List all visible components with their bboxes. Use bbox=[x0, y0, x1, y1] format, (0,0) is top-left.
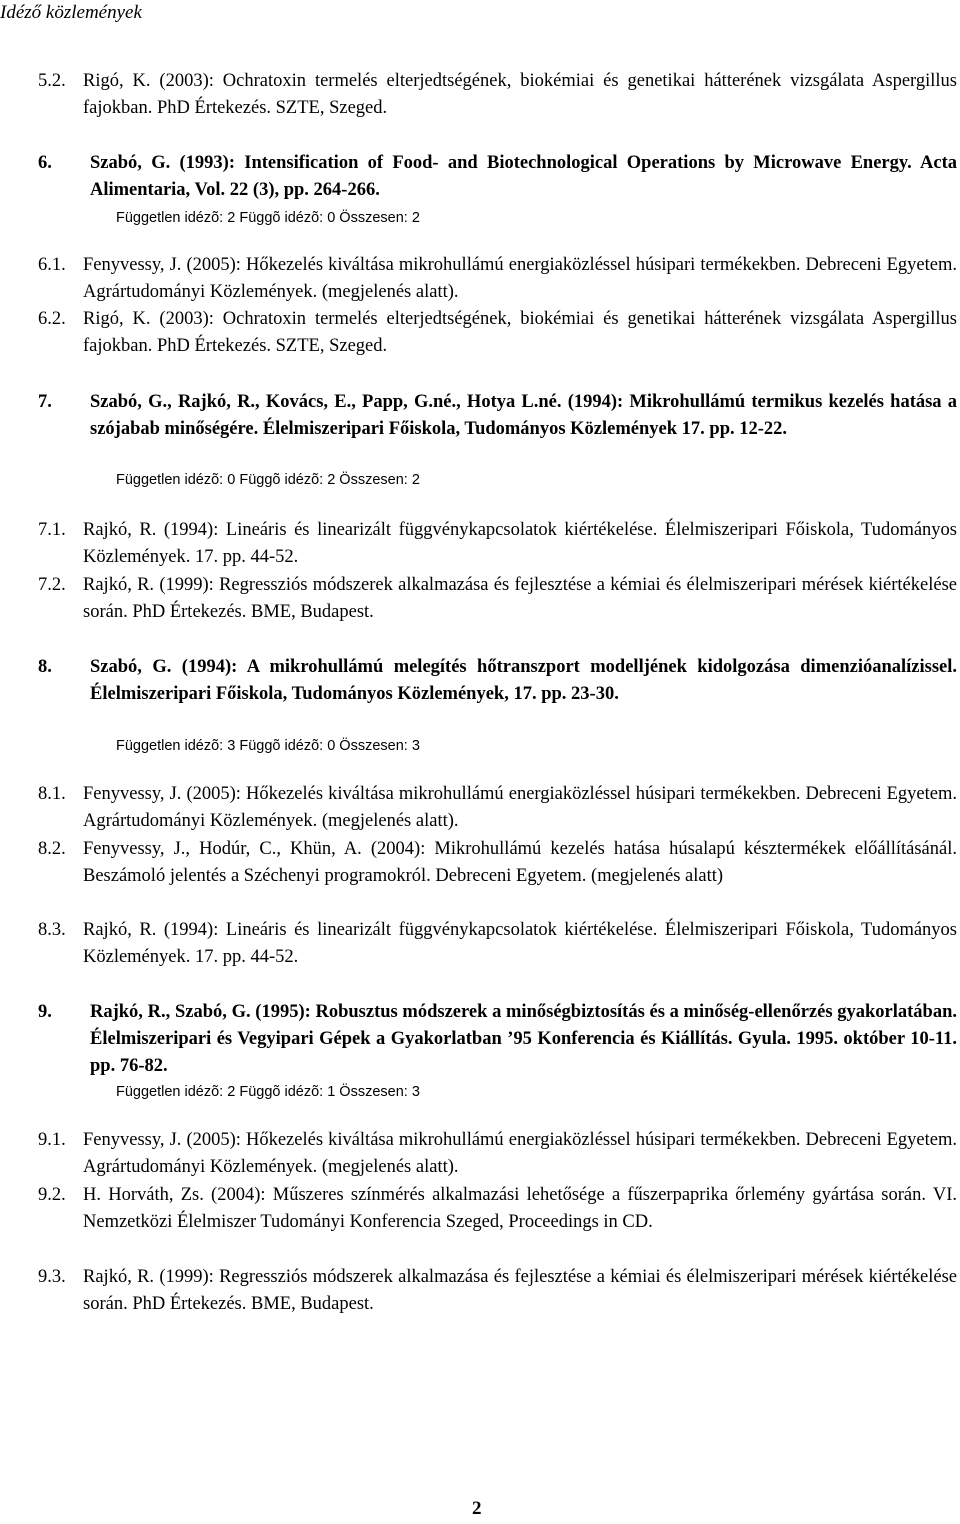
running-header: Idéző közlemények bbox=[0, 2, 142, 23]
entry-text: Fenyvessy, J. (2005): Hőkezelés kiváltása mikrohullámú energiaközléssel húsipari termékekben. Debreceni Egyetem. Agrártudományi Közlemények. (megjelenés alatt). bbox=[83, 784, 957, 831]
entry-number: 8.1. bbox=[38, 784, 66, 804]
entry-number: 9.1. bbox=[38, 1130, 66, 1150]
publication-entry bbox=[38, 999, 957, 1080]
entry-number: 7. bbox=[38, 392, 52, 412]
entry-number: 6. bbox=[38, 153, 52, 173]
entry-number: 9. bbox=[38, 1002, 52, 1022]
entry-number: 9.3. bbox=[38, 1267, 66, 1287]
entry-text: Rajkó, R. (1999): Regressziós módszerek alkalmazása és fejlesztése a kémiai és élelmiszeripari mérések kiértékelése során. PhD Értekezés. BME, Budapest. bbox=[83, 1267, 957, 1314]
entry-number: 6.1. bbox=[38, 255, 66, 275]
citation-entry bbox=[38, 306, 957, 360]
publication-entry bbox=[38, 389, 957, 443]
entry-text: H. Horváth, Zs. (2004): Műszeres színmérés alkalmazási lehetősége a fűszerpaprika őrlemény gyártása során. VI. Nemzetközi Élelmiszer Tudományi Konferencia Szeged, Proceedings in CD. bbox=[83, 1185, 957, 1232]
entry-number: 6.2. bbox=[38, 309, 66, 329]
citation-entry bbox=[38, 517, 957, 571]
citation-entry bbox=[38, 572, 957, 626]
citation-entry bbox=[38, 68, 957, 122]
entry-text: Fenyvessy, J. (2005): Hőkezelés kiváltása mikrohullámú energiaközléssel húsipari termékekben. Debreceni Egyetem. Agrártudományi Közlemények. (megjelenés alatt). bbox=[83, 1130, 957, 1177]
entry-text: Rigó, K. (2003): Ochratoxin termelés elterjedtségének, biokémiai és genetikai hátterének vizsgálata Aspergillus fajokban. PhD Értekezés. SZTE, Szeged. bbox=[83, 309, 957, 356]
citation-entry bbox=[38, 781, 957, 835]
publication-entry bbox=[38, 654, 957, 708]
citation-entry bbox=[38, 252, 957, 306]
entry-text: Rigó, K. (2003): Ochratoxin termelés elterjedtségének, biokémiai és genetikai hátterének vizsgálata Aspergillus fajokban. PhD Értekezés. SZTE, Szeged. bbox=[83, 71, 957, 118]
citation-stats: Független idézõ: 3 Függõ idézõ: 0 Összesen: 3 bbox=[116, 738, 420, 754]
citation-stats: Független idézõ: 0 Függõ idézõ: 2 Összesen: 2 bbox=[116, 472, 420, 488]
citation-entry bbox=[38, 1264, 957, 1318]
entry-text: Szabó, G. (1993): Intensification of Food- and Biotechnological Operations by Microwave Energy. Acta Alimentaria, Vol. 22 (3), pp. 264-266. bbox=[90, 153, 957, 200]
entry-number: 5.2. bbox=[38, 71, 66, 91]
entry-number: 8.2. bbox=[38, 839, 66, 859]
entry-text: Rajkó, R., Szabó, G. (1995): Robusztus módszerek a minőségbiztosítás és a minőség-ellenőrzés gyakorlatában. Élelmiszeripari és Vegyipari Gépek a Gyakorlatban ’95 Konferencia és Kiállítás. Gyula. 1995. október 10-11. pp. 76-82. bbox=[90, 1002, 957, 1076]
page-number: 2 bbox=[472, 1498, 482, 1519]
entry-text: Rajkó, R. (1994): Lineáris és linearizált függvénykapcsolatok kiértékelése. Élelmiszeripari Főiskola, Tudományos Közlemények. 17. pp. 44-52. bbox=[83, 920, 957, 967]
citation-entry bbox=[38, 1127, 957, 1181]
citation-entry bbox=[38, 836, 957, 890]
entry-text: Fenyvessy, J. (2005): Hőkezelés kiváltása mikrohullámú energiaközléssel húsipari termékekben. Debreceni Egyetem. Agrártudományi Közlemények. (megjelenés alatt). bbox=[83, 255, 957, 302]
entry-text: Fenyvessy, J., Hodúr, C., Khün, A. (2004): Mikrohullámú kezelés hatása húsalapú késztermékek előállításánál. Beszámoló jelentés a Széchenyi programokról. Debreceni Egyetem. (megjelenés alatt) bbox=[83, 839, 957, 886]
citation-stats: Független idézõ: 2 Függõ idézõ: 1 Összesen: 3 bbox=[116, 1084, 420, 1100]
citation-entry bbox=[38, 917, 957, 971]
entry-number: 7.1. bbox=[38, 520, 66, 540]
entry-text: Rajkó, R. (1999): Regressziós módszerek alkalmazása és fejlesztése a kémiai és élelmiszeripari mérések kiértékelése során. PhD Értekezés. BME, Budapest. bbox=[83, 575, 957, 622]
publication-entry bbox=[38, 150, 957, 204]
entry-number: 9.2. bbox=[38, 1185, 66, 1205]
entry-text: Szabó, G. (1994): A mikrohullámú melegítés hőtranszport modelljének kidolgozása dimenzióanalízissel. Élelmiszeripari Főiskola, Tudományos Közlemények, 17. pp. 23-30. bbox=[90, 657, 957, 704]
entry-text: Rajkó, R. (1994): Lineáris és linearizált függvénykapcsolatok kiértékelése. Élelmiszeripari Főiskola, Tudományos Közlemények. 17. pp. 44-52. bbox=[83, 520, 957, 567]
citation-stats: Független idézõ: 2 Függõ idézõ: 0 Összesen: 2 bbox=[116, 210, 420, 226]
citation-entry bbox=[38, 1182, 957, 1236]
entry-text: Szabó, G., Rajkó, R., Kovács, E., Papp, G.né., Hotya L.né. (1994): Mikrohullámú termikus kezelés hatása a szójabab minőségére. Élelmiszeripari Főiskola, Tudományos Közlemények 17. pp. 12-22. bbox=[90, 392, 957, 439]
entry-number: 8. bbox=[38, 657, 52, 677]
entry-number: 8.3. bbox=[38, 920, 66, 940]
entry-number: 7.2. bbox=[38, 575, 66, 595]
